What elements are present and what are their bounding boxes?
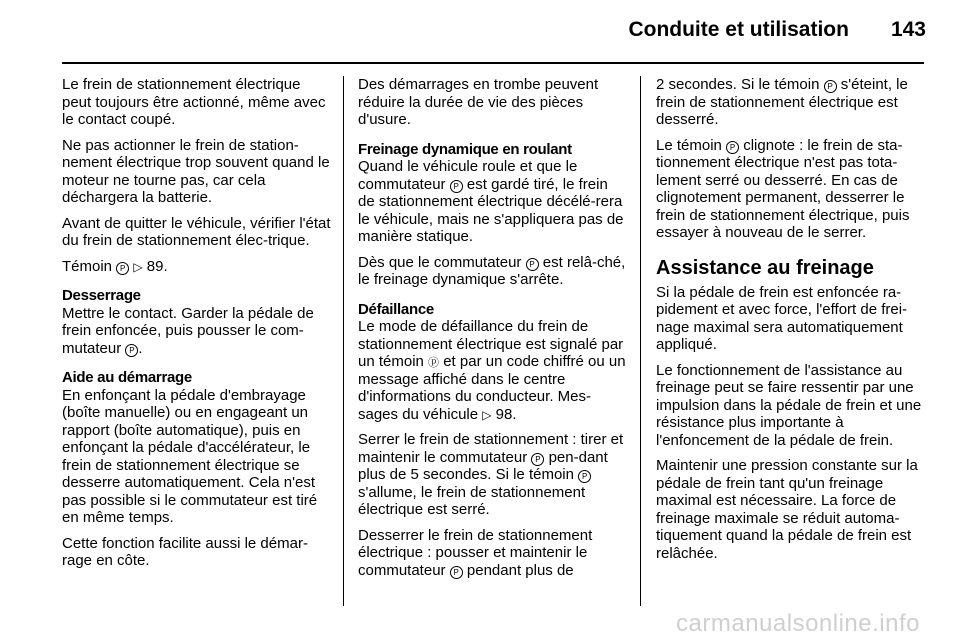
parking-brake-icon: P	[531, 453, 544, 466]
page-reference[interactable]: 89.	[146, 257, 168, 275]
paragraph	[62, 305, 332, 358]
subheading: Aide au démarrage	[62, 369, 192, 386]
paragraph	[656, 76, 926, 129]
subheading: Freinage dynamique en roulant	[358, 140, 572, 158]
column-2	[358, 76, 628, 587]
text: .	[138, 339, 143, 357]
text: s'éteint, le frein de stationnement électrique est desserré.	[656, 76, 908, 128]
paragraph	[358, 158, 628, 246]
brake-fault-icon: ⓟ	[428, 357, 440, 369]
text: pendant plus de	[466, 561, 574, 579]
text: Le mode de défaillance du frein de stationnement électrique est signalé par un témoin	[358, 318, 624, 370]
paragraph	[358, 431, 628, 519]
parking-brake-icon: P	[125, 344, 138, 357]
parking-brake-icon: P	[824, 80, 837, 93]
page-number: 143	[890, 18, 926, 41]
page-title: Conduite et utilisation	[628, 18, 849, 41]
text: s'allume, le frein de stationnement électrique est serré.	[358, 483, 586, 518]
paragraph: Le fonctionnement de l'assistance au freinage peut se faire ressentir par une impulsion dans la pédale de frein et une résistance plus importante à l'enfoncement de la pédale de frein.	[656, 361, 922, 449]
triangle-ref-icon: ▷	[482, 407, 492, 422]
paragraph: Cette fonction facilite aussi le démar-rage en côte.	[62, 534, 308, 569]
triangle-ref-icon: ▷	[133, 259, 143, 274]
text: 2 secondes. Si le témoin	[656, 76, 820, 93]
parking-brake-icon: P	[578, 470, 591, 483]
paragraph: Si la pédale de frein est enfoncée ra-pidement et avec force, l'effort de frei-nage maximal sera automatiquement appliqué.	[656, 283, 908, 353]
paragraph: Le frein de stationnement électrique peut toujours être actionné, même avec le contact coupé.	[62, 76, 326, 128]
parking-brake-icon: P	[450, 566, 463, 579]
column-divider	[640, 76, 641, 606]
text: est gardé tiré, le frein de stationnement électrique décélé-rera le véhicule, mais ne s'appliquera pas de manière statique.	[358, 175, 624, 245]
page-reference[interactable]: 98.	[495, 405, 517, 423]
watermark: carmanualsonline.info	[676, 610, 920, 637]
parking-brake-icon: P	[116, 262, 129, 275]
text: est relâ-ché, le freinage dynamique s'arrête.	[358, 253, 626, 288]
paragraph: Avant de quitter le véhicule, vérifier l'état du frein de stationnement élec-trique.	[62, 214, 331, 249]
header-rule	[62, 62, 924, 64]
paragraph: En enfonçant la pédale d'embrayage (boîte manuelle) ou en engageant un rapport (boîte automatique), puis en enfonçant la pédale d'accélérateur, le frein de stationnement électrique se desserre automatiquement. Cela n'est pas possible si le commutateur est tiré en même temps.	[62, 386, 318, 526]
parking-brake-icon: P	[450, 180, 463, 193]
page-header	[628, 18, 926, 42]
paragraph	[358, 254, 628, 289]
text: Mettre le contact. Garder la pédale de frein enfoncée, puis pousser le com-mutateur	[62, 304, 314, 357]
paragraph: Maintenir une pression constante sur la pédale de frein tant qu'un freinage maximal est nécessaire. La force de freinage maximale se réduit automa-tiquement quand la pédale de frein est relâchée.	[656, 457, 918, 562]
parking-brake-icon: P	[526, 258, 539, 271]
paragraph: Ne pas actionner le frein de station-nement électrique trop souvent quand le moteur ne tourne pas, car cela déchargera la batterie.	[62, 136, 330, 206]
paragraph	[358, 318, 628, 423]
column-1	[62, 76, 332, 578]
column-3	[656, 76, 926, 570]
subheading: Desserrage	[62, 287, 141, 304]
column-divider	[343, 76, 344, 606]
text: Serrer le frein de stationnement : tirer et maintenir le commutateur	[358, 431, 624, 466]
text: Desserrer le frein de stationnement électrique : pousser et maintenir le commutateur	[358, 526, 593, 579]
parking-brake-icon: P	[726, 141, 739, 154]
text: et par un code chiffré ou un message affiché dans le centre d'informations du conducteur. Mes-sages du véhicule	[358, 353, 626, 423]
text: clignote : le frein de sta-tionnement électrique n'est pas tota-lement serré ou desserré. En cas de clignotement permanent, desserrer le frein de stationnement électrique, puis essayer à nouveau de le serrer.	[656, 136, 910, 241]
paragraph	[358, 527, 628, 580]
text: Témoin	[62, 257, 113, 275]
text: Quand le véhicule roule et que le commutateur	[358, 158, 578, 193]
paragraph	[62, 258, 332, 276]
paragraph	[656, 137, 926, 242]
text: pen-dant plus de 5 secondes. Si le témoin	[358, 448, 608, 483]
section-heading: Assistance au freinage	[656, 256, 874, 279]
subheading: Défaillance	[358, 300, 434, 318]
text: Dès que le commutateur	[358, 253, 522, 271]
paragraph: Des démarrages en trombe peuvent réduire la durée de vie des pièces d'usure.	[358, 76, 599, 128]
text: Le témoin	[656, 136, 722, 154]
